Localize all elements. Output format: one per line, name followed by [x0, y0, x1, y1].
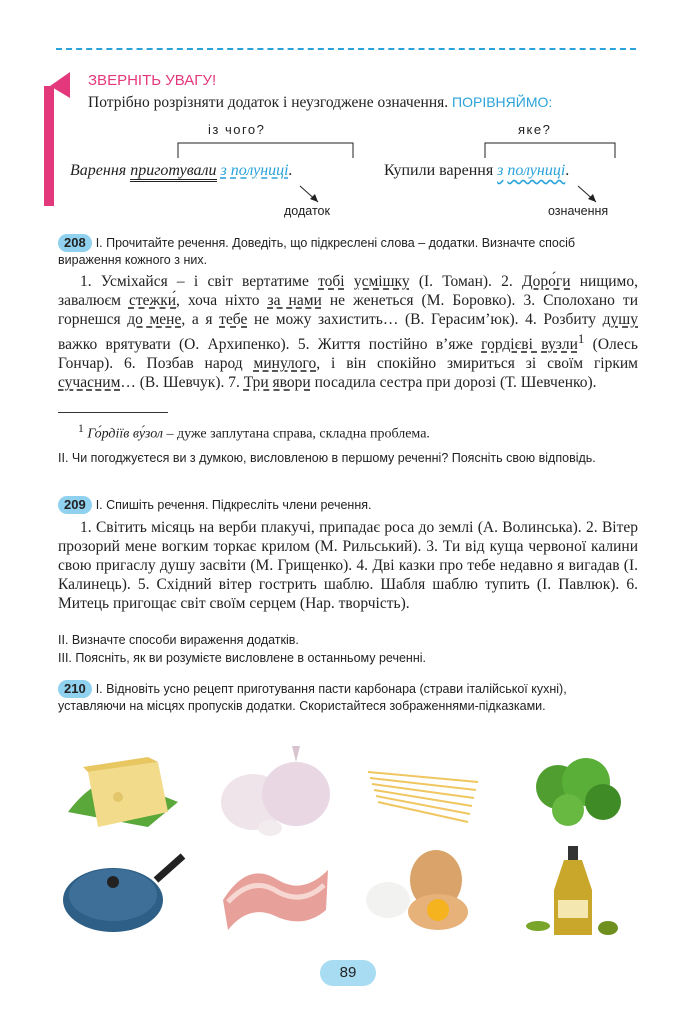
footnote-divider — [58, 412, 168, 413]
spaghetti-image — [358, 742, 488, 842]
ex1-object: полуниці — [230, 162, 289, 179]
eggs-image — [358, 840, 488, 940]
example-sentence-1: Варення приготували з полуниці. — [70, 162, 293, 180]
label-object: додаток — [284, 204, 330, 218]
ex209-task1: 209 І. Спишіть речення. Підкресліть члени речення. — [58, 496, 638, 514]
ex2-prep: з — [497, 162, 504, 179]
ex208-task1: 208 І. Прочитайте речення. Доведіть, що підкреслені слова – додатки. Визначте спосіб вираження кожного з них. — [58, 235, 576, 267]
ex1-prep: з — [220, 162, 227, 179]
question-what-from: із чого? — [208, 122, 266, 137]
ex208-number: 208 — [58, 234, 92, 252]
image-row-2 — [58, 840, 638, 940]
ex1-predicate: приготували — [130, 162, 216, 182]
compare-label: ПОРІВНЯЙМО: — [452, 94, 553, 110]
ex208-task2: ІІ. Чи погоджуєтеся ви з думкою, висловленою в першому реченні? Поясніть свою відповідь. — [58, 451, 596, 465]
image-row-1 — [58, 742, 638, 842]
footnote: $^1$ Го́рдіїв ву́зол – дуже заплутана справа, складна проблема. — [78, 422, 430, 442]
example-sentence-2: Купили варення з полуниці. — [384, 162, 570, 179]
example-brackets — [0, 0, 695, 230]
olive-oil-image — [508, 840, 638, 940]
attention-title: ЗВЕРНІТЬ УВАГУ! — [88, 72, 217, 89]
ex210-number: 210 — [58, 680, 92, 698]
ex2-words: Купили варення — [384, 162, 494, 179]
ex209-task3: ІІІ. Поясніть, як ви розумієте висловлене в останньому реченні. — [58, 651, 426, 665]
page-number: 89 — [320, 960, 376, 986]
garlic-image — [208, 742, 338, 842]
ex209-text: 1. Світить місяць на верби плакучі, припадає роса до землі (А. Волинська). 2. Вітер прозорий мене вогким торкає крилом (М. Рильський). 3. Ти від куща червоної калини свою пригаслу душу засвіти (М. Грищенко). 4. Дві казки про тебе недавно я вигадав (І. Калинець). 5. Східний вітер гострить шаблю. Шабля шаблю тупить (І. Павлюк). 6. Митець пригощає світ своїм серцем (Нар. творчість). — [58, 519, 638, 612]
parsley-image — [508, 742, 638, 842]
bacon-image — [208, 840, 338, 940]
ex209-number: 209 — [58, 496, 92, 514]
intro-text: Потрібно розрізняти додаток і неузгоджене означення. — [88, 94, 449, 111]
ex210-task1: 210 І. Відновіть усно рецепт приготування пасти карбонара (страви італійської кухні), уставляючи на місцях пропусків додатки. Скористайтеся зображеннями-підказками. — [58, 681, 567, 713]
label-attribute: означення — [548, 204, 609, 218]
ex1-word: Варення — [70, 162, 127, 179]
ex208-text: 1. Усміхайся – і світ вертатиме тобі усмішку (І. Томан). 2. Доро́ги нищимо, завалюєм стежки́, хоча ніхто за нами не женеться (М. Боровко). 3. Сполохано ти горнешся до мене, а я тебе не можу захистить… (В. Герасим’юк). 4. Розбиту душу важко врятувати (О. Архипенко). 5. Життя постійно в’яже гордієві вузли$^1$ (Олесь Гончар). 6. Позбав народ минулого, і він спокійно змириться зі своїм гірким сучасним… (В. Шевчук). 7. Три явори посадила сестра при дорозі (Т. Шевченко). — [58, 273, 638, 392]
frying-pan-image — [58, 840, 188, 940]
ex209-task2: ІІ. Визначте способи вираження додатків. — [58, 633, 299, 647]
cheese-image — [58, 742, 188, 842]
question-which: яке? — [518, 122, 552, 137]
ex2-attribute: полуниці — [507, 162, 566, 179]
